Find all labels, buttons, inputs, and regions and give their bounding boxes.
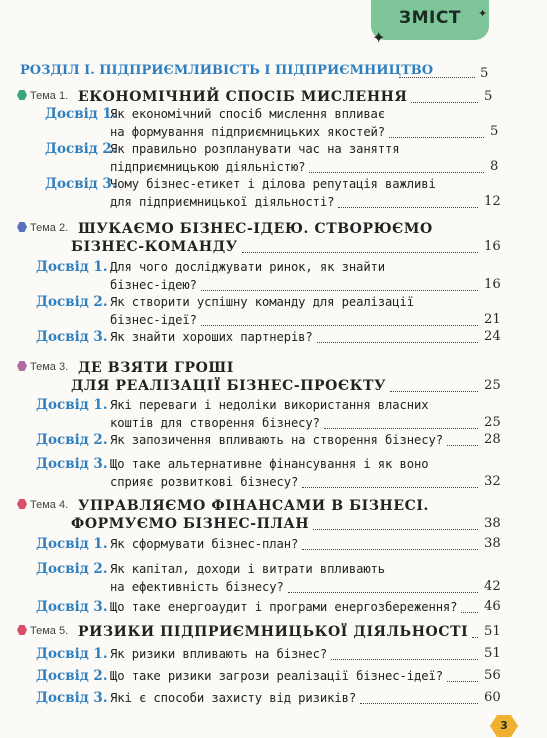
- lesson-label: Досвід 1.: [36, 397, 108, 413]
- leader-dots: [201, 290, 478, 291]
- leader-dots: [288, 592, 478, 593]
- lesson-question: бізнес-ідею?: [110, 278, 197, 292]
- leader-dots: [338, 207, 478, 208]
- lesson-question: Які переваги і недоліки використання власних: [110, 398, 429, 412]
- theme-label: Тема 4.: [30, 499, 69, 511]
- lesson-question: бізнес-ідеї?: [110, 313, 197, 327]
- lesson-label: Досвід 2.: [36, 432, 108, 448]
- lesson-question: Як сформувати бізнес-план?: [110, 537, 299, 551]
- theme-title: ЕКОНОМІЧНИЙ СПОСІБ МИСЛЕННЯ: [78, 89, 408, 105]
- section-page: 5: [480, 66, 489, 81]
- lesson-question: Чому бізнес-етикет і ділова репутація важливі: [110, 177, 436, 191]
- lesson-question: Як капітал, доходи і витрати впливають: [110, 562, 386, 576]
- page-number: 3: [500, 719, 508, 732]
- lesson-question: Що таке енергоаудит і програми енергозбереження?: [110, 600, 458, 614]
- lesson-page: 21: [484, 312, 501, 327]
- lesson-page: 25: [484, 415, 501, 430]
- leader-dots: [201, 325, 478, 326]
- theme-title: ДЕ ВЗЯТИ ГРОШІ: [78, 360, 234, 376]
- lesson-label: Досвід 2.: [45, 141, 117, 157]
- lesson-label: Досвід 1.: [45, 106, 117, 122]
- leader-dots: [360, 703, 478, 704]
- theme-badge: [17, 89, 68, 103]
- leader-dots: [447, 445, 478, 446]
- lesson-question: на формування підприємницьких якостей?: [110, 125, 386, 139]
- lesson-label: Досвід 3.: [36, 690, 108, 706]
- lesson-page: 12: [484, 194, 501, 209]
- theme-badge: [17, 624, 68, 638]
- theme-label: Тема 1.: [30, 90, 69, 102]
- lesson-question: Як запозичення впливають на створення бізнесу?: [110, 433, 443, 447]
- lesson-question: для підприємницької діяльності?: [110, 195, 335, 209]
- lesson-question: Як знайти хороших партнерів?: [110, 330, 313, 344]
- lesson-label: Досвід 2.: [36, 668, 108, 684]
- lesson-label: Досвід 3.: [45, 176, 117, 192]
- theme-page: 5: [484, 89, 493, 104]
- theme-label: Тема 3.: [30, 361, 69, 373]
- hexagon-icon: [17, 625, 27, 635]
- lesson-page: 42: [484, 579, 501, 594]
- theme-label: Тема 5.: [30, 625, 69, 637]
- lesson-question: Які є способи захисту від ризиків?: [110, 691, 357, 705]
- hexagon-icon: [17, 90, 27, 100]
- lesson-question: Для чого досліджувати ринок, як знайти: [110, 260, 386, 274]
- hexagon-icon: [17, 499, 27, 509]
- lesson-question: сприяє розвиткові бізнесу?: [110, 475, 299, 489]
- lesson-page: 60: [484, 690, 501, 705]
- lesson-page: 46: [484, 599, 501, 614]
- theme-title: ДЛЯ РЕАЛІЗАЦІЇ БІЗНЕС-ПРОЄКТУ: [71, 378, 387, 394]
- lesson-label: Досвід 3.: [36, 599, 108, 615]
- leader-dots: [242, 252, 478, 253]
- theme-title: УПРАВЛЯЄМО ФІНАНСАМИ В БІЗНЕСІ.: [78, 498, 429, 514]
- theme-title: ШУКАЄМО БІЗНЕС-ІДЕЮ. СТВОРЮЄМО: [78, 221, 433, 237]
- lesson-label: Досвід 2.: [36, 561, 108, 577]
- lesson-question: Як правильно розпланувати час на заняття: [110, 142, 400, 156]
- theme-badge: [17, 221, 68, 235]
- theme-badge: [17, 360, 68, 374]
- theme-page: 51: [484, 624, 501, 639]
- theme-page: 16: [484, 239, 501, 254]
- hexagon-icon: [17, 222, 27, 232]
- lesson-page: 32: [484, 474, 501, 489]
- lesson-page: 24: [484, 329, 501, 344]
- lesson-page: 5: [490, 124, 499, 139]
- leader-dots: [411, 102, 478, 103]
- lesson-label: Досвід 1.: [36, 646, 108, 662]
- section-title: РОЗДІЛ І. ПІДПРИЄМЛИВІСТЬ І ПІДПРИЄМНИЦТВО: [20, 63, 434, 78]
- leader-dots: [317, 342, 478, 343]
- lesson-label: Досвід 1.: [36, 536, 108, 552]
- leader-dots: [389, 137, 484, 138]
- hexagon-icon: [17, 361, 27, 371]
- lesson-label: Досвід 3.: [36, 456, 108, 472]
- lesson-question: Як ризики впливають на бізнес?: [110, 647, 328, 661]
- theme-page: 38: [484, 516, 501, 531]
- leader-dots: [399, 77, 475, 78]
- leader-dots: [324, 428, 478, 429]
- leader-dots: [461, 612, 478, 613]
- leader-dots: [302, 549, 478, 550]
- leader-dots: [447, 681, 478, 682]
- theme-title: БІЗНЕС-КОМАНДУ: [71, 239, 238, 255]
- leader-dots: [309, 172, 484, 173]
- page-title: ЗМІСТ: [399, 8, 461, 28]
- leader-dots: [313, 529, 478, 530]
- leader-dots: [472, 637, 478, 638]
- leader-dots: [302, 487, 478, 488]
- lesson-question: Що таке ризики загрози реалізації бізнес-ідеї?: [110, 669, 443, 683]
- lesson-page: 8: [490, 159, 499, 174]
- lesson-label: Досвід 3.: [36, 329, 108, 345]
- theme-badge: [17, 498, 68, 512]
- theme-page: 25: [484, 378, 501, 393]
- star-icon: ✦: [372, 28, 386, 47]
- lesson-question: Як економічний спосіб мислення впливає: [110, 107, 386, 121]
- lesson-page: 16: [484, 277, 501, 292]
- theme-label: Тема 2.: [30, 222, 69, 234]
- lesson-page: 56: [484, 668, 501, 683]
- leader-dots: [331, 659, 478, 660]
- lesson-question: Як створити успішну команду для реалізації: [110, 295, 414, 309]
- leader-dots: [390, 391, 478, 392]
- lesson-question: Що таке альтернативне фінансування і як воно: [110, 457, 429, 471]
- lesson-page: 28: [484, 432, 501, 447]
- star-icon: ✦: [478, 7, 488, 20]
- theme-title: ФОРМУЄМО БІЗНЕС-ПЛАН: [71, 516, 310, 532]
- lesson-label: Досвід 2.: [36, 294, 108, 310]
- theme-title: РИЗИКИ ПІДПРИЄМНИЦЬКОЇ ДІЯЛЬНОСТІ: [78, 624, 469, 640]
- lesson-question: на ефективність бізнесу?: [110, 580, 284, 594]
- lesson-page: 51: [484, 646, 501, 661]
- lesson-question: підприємницькою діяльністю?: [110, 160, 306, 174]
- lesson-question: коштів для створення бізнесу?: [110, 416, 320, 430]
- lesson-page: 38: [484, 536, 501, 551]
- lesson-label: Досвід 1.: [36, 259, 108, 275]
